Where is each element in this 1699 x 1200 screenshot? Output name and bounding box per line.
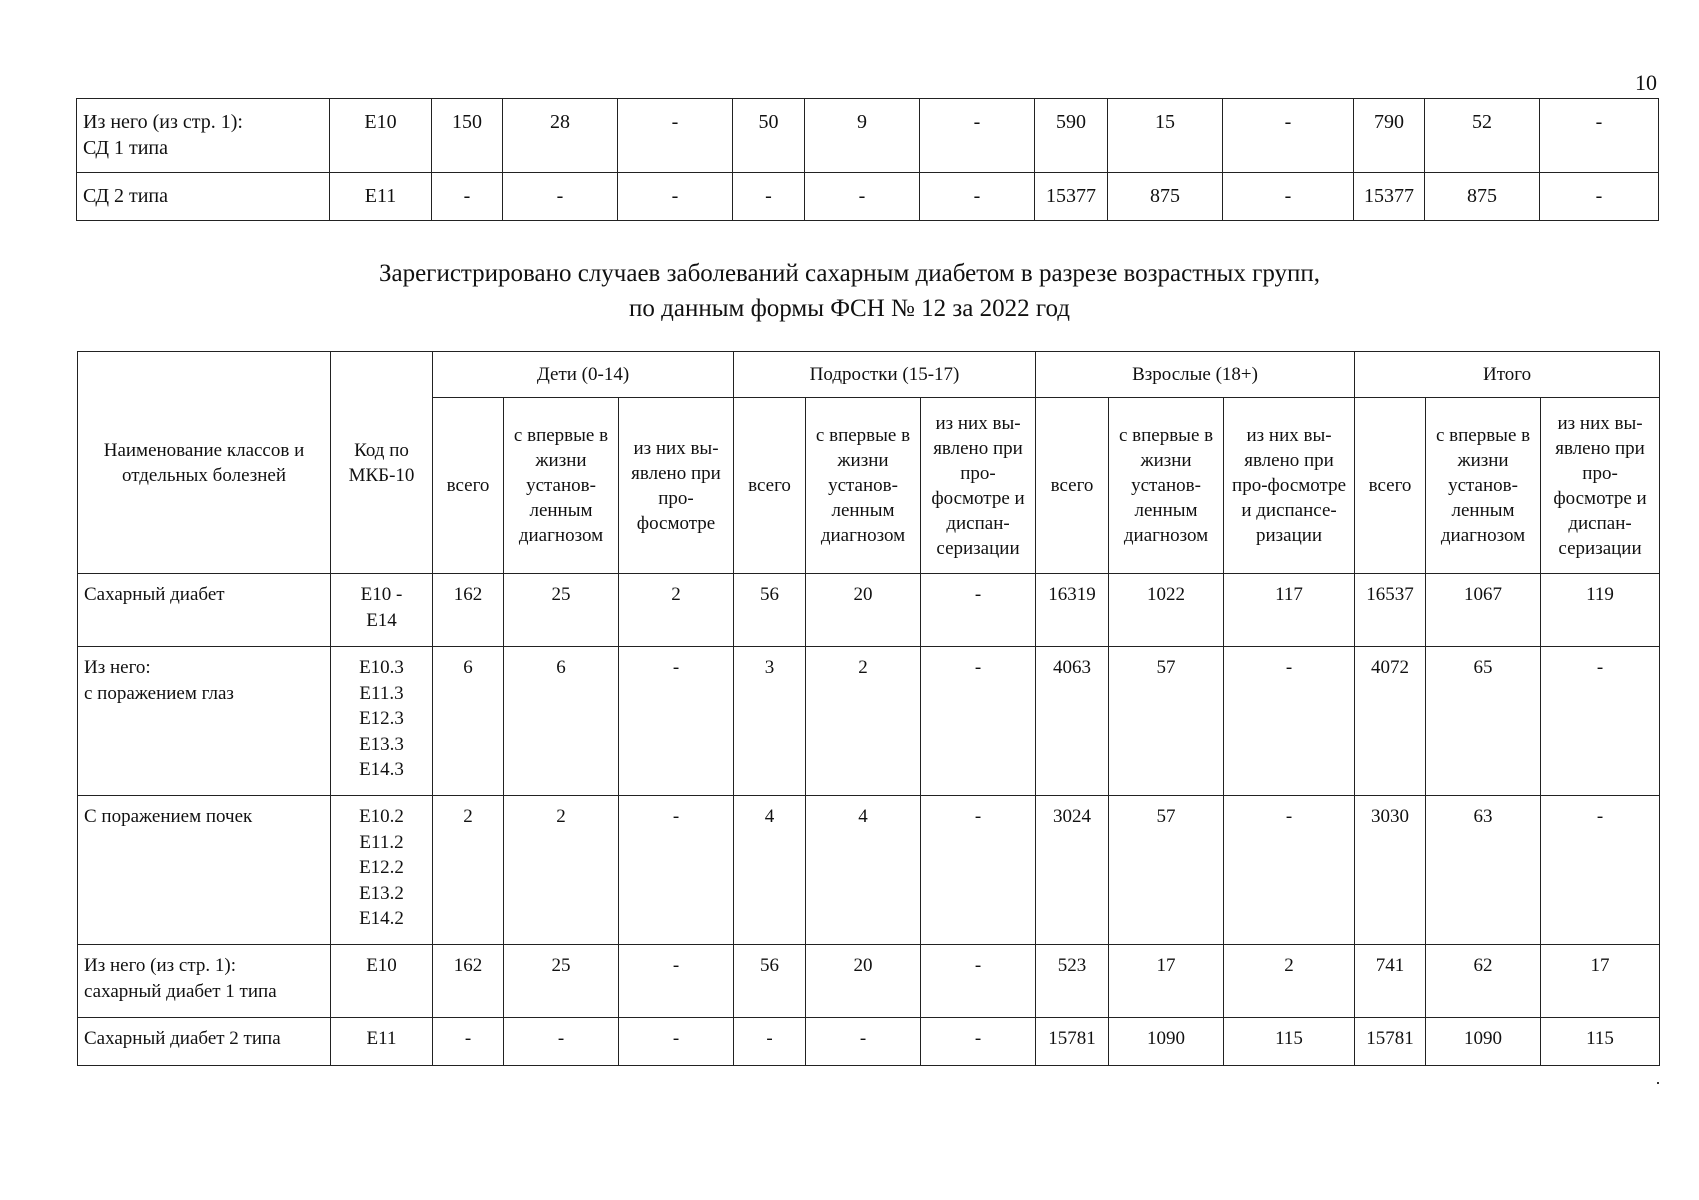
header-subcol: с впервые в жизни установ-ленным диагнозом [806,398,921,574]
value-cell: 4063 [1036,647,1109,796]
row-code-cell: Е10 [330,99,432,173]
row-name-cell: Из него: с поражением глаз [78,647,331,796]
continued-table [76,98,1659,221]
value-cell: 2 [433,796,504,945]
value-cell: - [921,1018,1036,1066]
value-cell: - [1540,99,1659,173]
value-cell: 9 [805,99,920,173]
row-name-cell: Сахарный диабет 2 типа [78,1018,331,1066]
value-cell: 2 [504,796,619,945]
value-cell: 790 [1354,99,1425,173]
value-cell: - [921,796,1036,945]
table-row [78,647,1660,796]
diabetes-age-groups-table [77,351,1660,1066]
value-cell: 1090 [1426,1018,1541,1066]
value-cell: - [921,647,1036,796]
header-group-adults: Взрослые (18+) [1036,352,1355,398]
value-cell: 56 [734,945,806,1018]
value-cell: 590 [1035,99,1108,173]
value-cell: - [921,574,1036,647]
value-cell: 875 [1425,173,1540,221]
table-title-line-1: Зарегистрировано случаев заболеваний сахарным диабетом в разрезе возрастных групп, [378,260,1321,287]
value-cell: 20 [806,574,921,647]
value-cell: - [433,1018,504,1066]
value-cell: 4 [734,796,806,945]
value-cell: - [1224,796,1355,945]
value-cell: 62 [1426,945,1541,1018]
value-cell: 741 [1355,945,1426,1018]
value-cell: - [805,173,920,221]
value-cell: 119 [1541,574,1660,647]
value-cell: 15781 [1036,1018,1109,1066]
value-cell: 50 [733,99,805,173]
header-group-total: Итого [1355,352,1660,398]
row-name-cell: Из него (из стр. 1): сахарный диабет 1 типа [78,945,331,1018]
table-title [0,256,1699,326]
row-name-cell: Из него (из стр. 1): СД 1 типа [77,99,330,173]
row-code-cell: Е11 [330,173,432,221]
value-cell: 117 [1224,574,1355,647]
table-title-line-2: по данным формы ФСН № 12 за 2022 год [629,295,1070,322]
value-cell: 15 [1108,99,1223,173]
value-cell: 162 [433,945,504,1018]
value-cell: - [504,1018,619,1066]
table-row [77,99,1659,173]
value-cell: - [921,945,1036,1018]
value-cell: 115 [1224,1018,1355,1066]
row-code-cell: Е10 - Е14 [331,574,433,647]
header-subcol: всего [1355,398,1426,574]
value-cell: - [1540,173,1659,221]
header-subcol: из них вы-явлено при про-фосмотре и диспан-серизации [1541,398,1660,574]
page-number: 10 [1635,70,1657,95]
value-cell: 1090 [1109,1018,1224,1066]
value-cell: - [432,173,503,221]
main-table-body [78,574,1660,1066]
value-cell: 3 [734,647,806,796]
value-cell: 25 [504,945,619,1018]
value-cell: 6 [433,647,504,796]
value-cell: 523 [1036,945,1109,1018]
header-subcol: из них вы-явлено при про-фосмотре [619,398,734,574]
table-header [78,352,1660,574]
value-cell: 15781 [1355,1018,1426,1066]
value-cell: 65 [1426,647,1541,796]
value-cell: - [806,1018,921,1066]
row-name-cell: СД 2 типа [77,173,330,221]
continued-table-body [77,99,1659,221]
value-cell: 6 [504,647,619,796]
row-name-cell: С поражением почек [78,796,331,945]
value-cell: - [618,173,733,221]
value-cell: 2 [806,647,921,796]
value-cell: 115 [1541,1018,1660,1066]
value-cell: 16537 [1355,574,1426,647]
value-cell: - [1223,173,1354,221]
header-group-children: Дети (0-14) [433,352,734,398]
header-subcol: всего [1036,398,1109,574]
value-cell: 2 [1224,945,1355,1018]
header-subcol: всего [433,398,504,574]
header-subcol: всего [734,398,806,574]
value-cell: 52 [1425,99,1540,173]
value-cell: 15377 [1035,173,1108,221]
header-code: Код по МКБ-10 [331,352,433,574]
value-cell: - [920,173,1035,221]
value-cell: - [1223,99,1354,173]
value-cell: - [1541,647,1660,796]
value-cell: - [619,647,734,796]
value-cell: - [920,99,1035,173]
row-code-cell: Е11 [331,1018,433,1066]
value-cell: 3030 [1355,796,1426,945]
value-cell: 3024 [1036,796,1109,945]
value-cell: 1022 [1109,574,1224,647]
row-code-cell: Е10.3 Е11.3 Е12.3 Е13.3 Е14.3 [331,647,433,796]
value-cell: 20 [806,945,921,1018]
table-row [78,796,1660,945]
value-cell: 56 [734,574,806,647]
value-cell: 57 [1109,796,1224,945]
value-cell: - [734,1018,806,1066]
row-code-cell: Е10 [331,945,433,1018]
row-name-cell: Сахарный диабет [78,574,331,647]
value-cell: 4 [806,796,921,945]
value-cell: 162 [433,574,504,647]
header-group-teens: Подростки (15-17) [734,352,1036,398]
header-subcol: из них вы-явлено при про-фосмотре и диспан-серизации [921,398,1036,574]
table-row [78,574,1660,647]
value-cell: - [619,945,734,1018]
value-cell: - [618,99,733,173]
row-code-cell: Е10.2 Е11.2 Е12.2 Е13.2 Е14.2 [331,796,433,945]
value-cell: 4072 [1355,647,1426,796]
value-cell: 16319 [1036,574,1109,647]
header-name: Наименование классов и отдельных болезней [78,352,331,574]
stray-mark [1657,1082,1659,1084]
value-cell: 15377 [1354,173,1425,221]
value-cell: 28 [503,99,618,173]
header-subcol: с впервые в жизни установ-ленным диагнозом [1426,398,1541,574]
value-cell: 875 [1108,173,1223,221]
table-row [78,945,1660,1018]
value-cell: 63 [1426,796,1541,945]
value-cell: 17 [1109,945,1224,1018]
value-cell: - [503,173,618,221]
value-cell: 17 [1541,945,1660,1018]
value-cell: 1067 [1426,574,1541,647]
value-cell: 25 [504,574,619,647]
header-subcol: с впервые в жизни установ-ленным диагнозом [504,398,619,574]
header-subcol: из них вы-явлено при про-фосмотре и диспансе-ризации [1224,398,1355,574]
value-cell: - [733,173,805,221]
value-cell: 57 [1109,647,1224,796]
value-cell: - [1224,647,1355,796]
value-cell: 2 [619,574,734,647]
table-row [78,1018,1660,1066]
value-cell: - [619,796,734,945]
table-row [77,173,1659,221]
header-subcol: с впервые в жизни установ-ленным диагнозом [1109,398,1224,574]
value-cell: - [619,1018,734,1066]
value-cell: - [1541,796,1660,945]
value-cell: 150 [432,99,503,173]
